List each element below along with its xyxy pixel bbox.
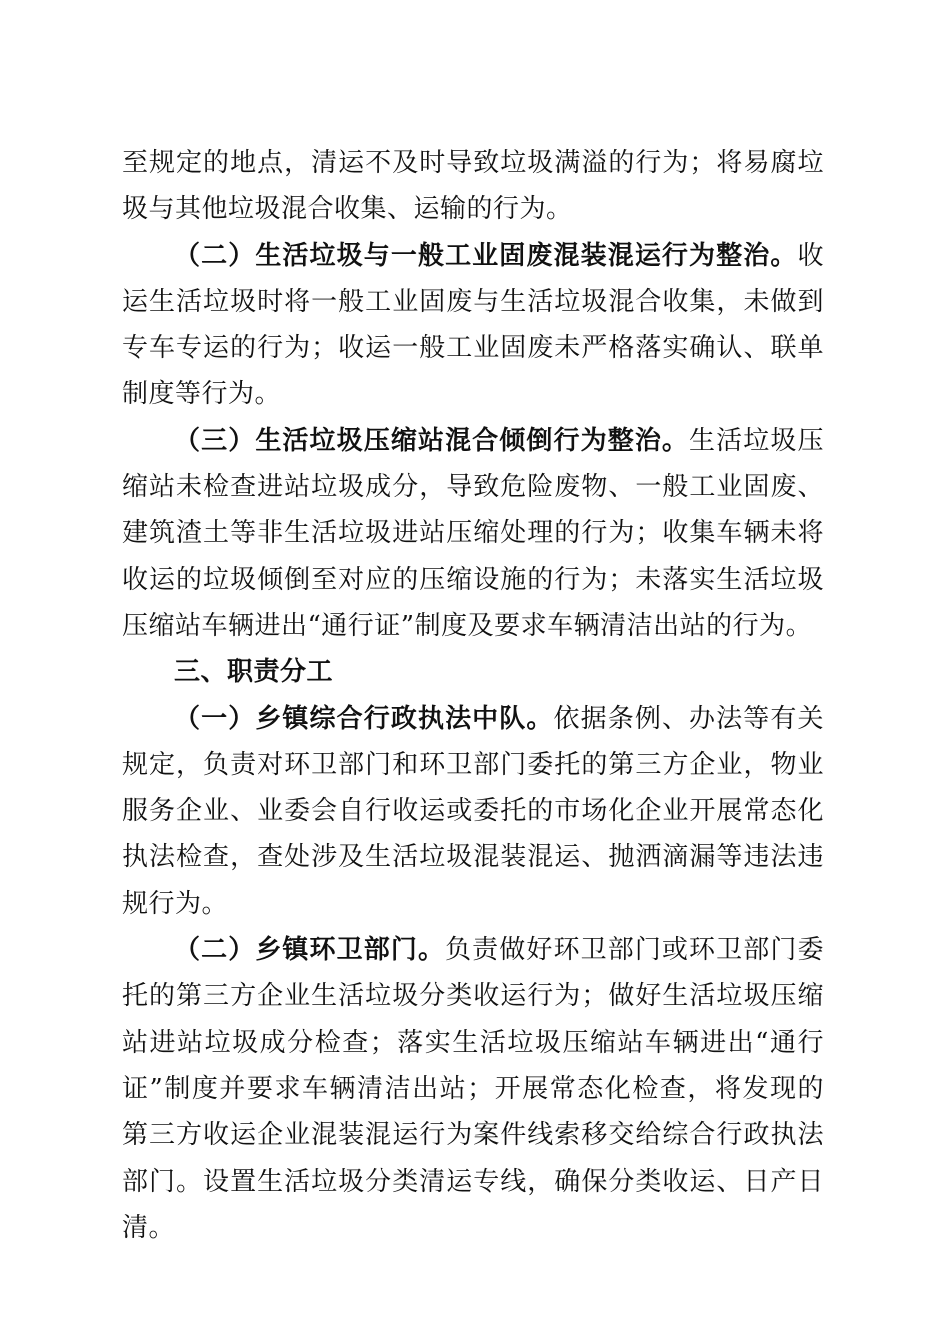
paragraph-lead: （三）生活垃圾压缩站混合倾倒行为整治。 [174,425,690,456]
paragraph-text: 收运生活垃圾时将一般工业固废与生活垃圾混合收集，未做到专车专运的行为；收运一般工业固废未严格落实确认、联单制度等行为。 [122,240,824,410]
paragraph-continuation [122,140,824,233]
document-body [122,140,824,1251]
paragraph-text: 至规定的地点，清运不及时导致垃圾满溢的行为；将易腐垃圾与其他垃圾混合收集、运输的行为。 [122,148,824,225]
paragraph-item-3 [122,418,824,649]
paragraph-lead: （二）生活垃圾与一般工业固废混装混运行为整治。 [174,240,798,271]
duty-item-1 [122,696,824,927]
section-heading: 三、职责分工 [174,657,334,688]
duty-item-2 [122,927,824,1251]
paragraph-text: 生活垃圾压缩站未检查进站垃圾成分，导致危险废物、一般工业固废、建筑渣土等非生活垃圾进站压缩处理的行为；收集车辆未将收运的垃圾倾倒至对应的压缩设施的行为；未落实生活垃圾压缩站车辆进出“通行证”制度及要求车辆清洁出站的行为。 [122,425,824,641]
duty-text: 负责做好环卫部门或环卫部门委托的第三方企业生活垃圾分类收运行为；做好生活垃圾压缩站进站垃圾成分检查；落实生活垃圾压缩站车辆进出“通行证”制度并要求车辆清洁出站；开展常态化检查，将发现的第三方收运企业混装混运行为案件线索移交给综合行政执法部门。设置生活垃圾分类清运专线，确保分类收运、日产日清。 [122,935,824,1243]
duty-lead: （二）乡镇环卫部门。 [174,935,446,966]
duty-text: 依据条例、办法等有关规定，负责对环卫部门和环卫部门委托的第三方企业，物业服务企业、业委会自行收运或委托的市场化企业开展常态化执法检查，查处涉及生活垃圾混装混运、抛洒滴漏等违法违规行为。 [122,703,824,919]
duty-lead: （一）乡镇综合行政执法中队。 [174,703,554,734]
paragraph-item-2 [122,233,824,418]
